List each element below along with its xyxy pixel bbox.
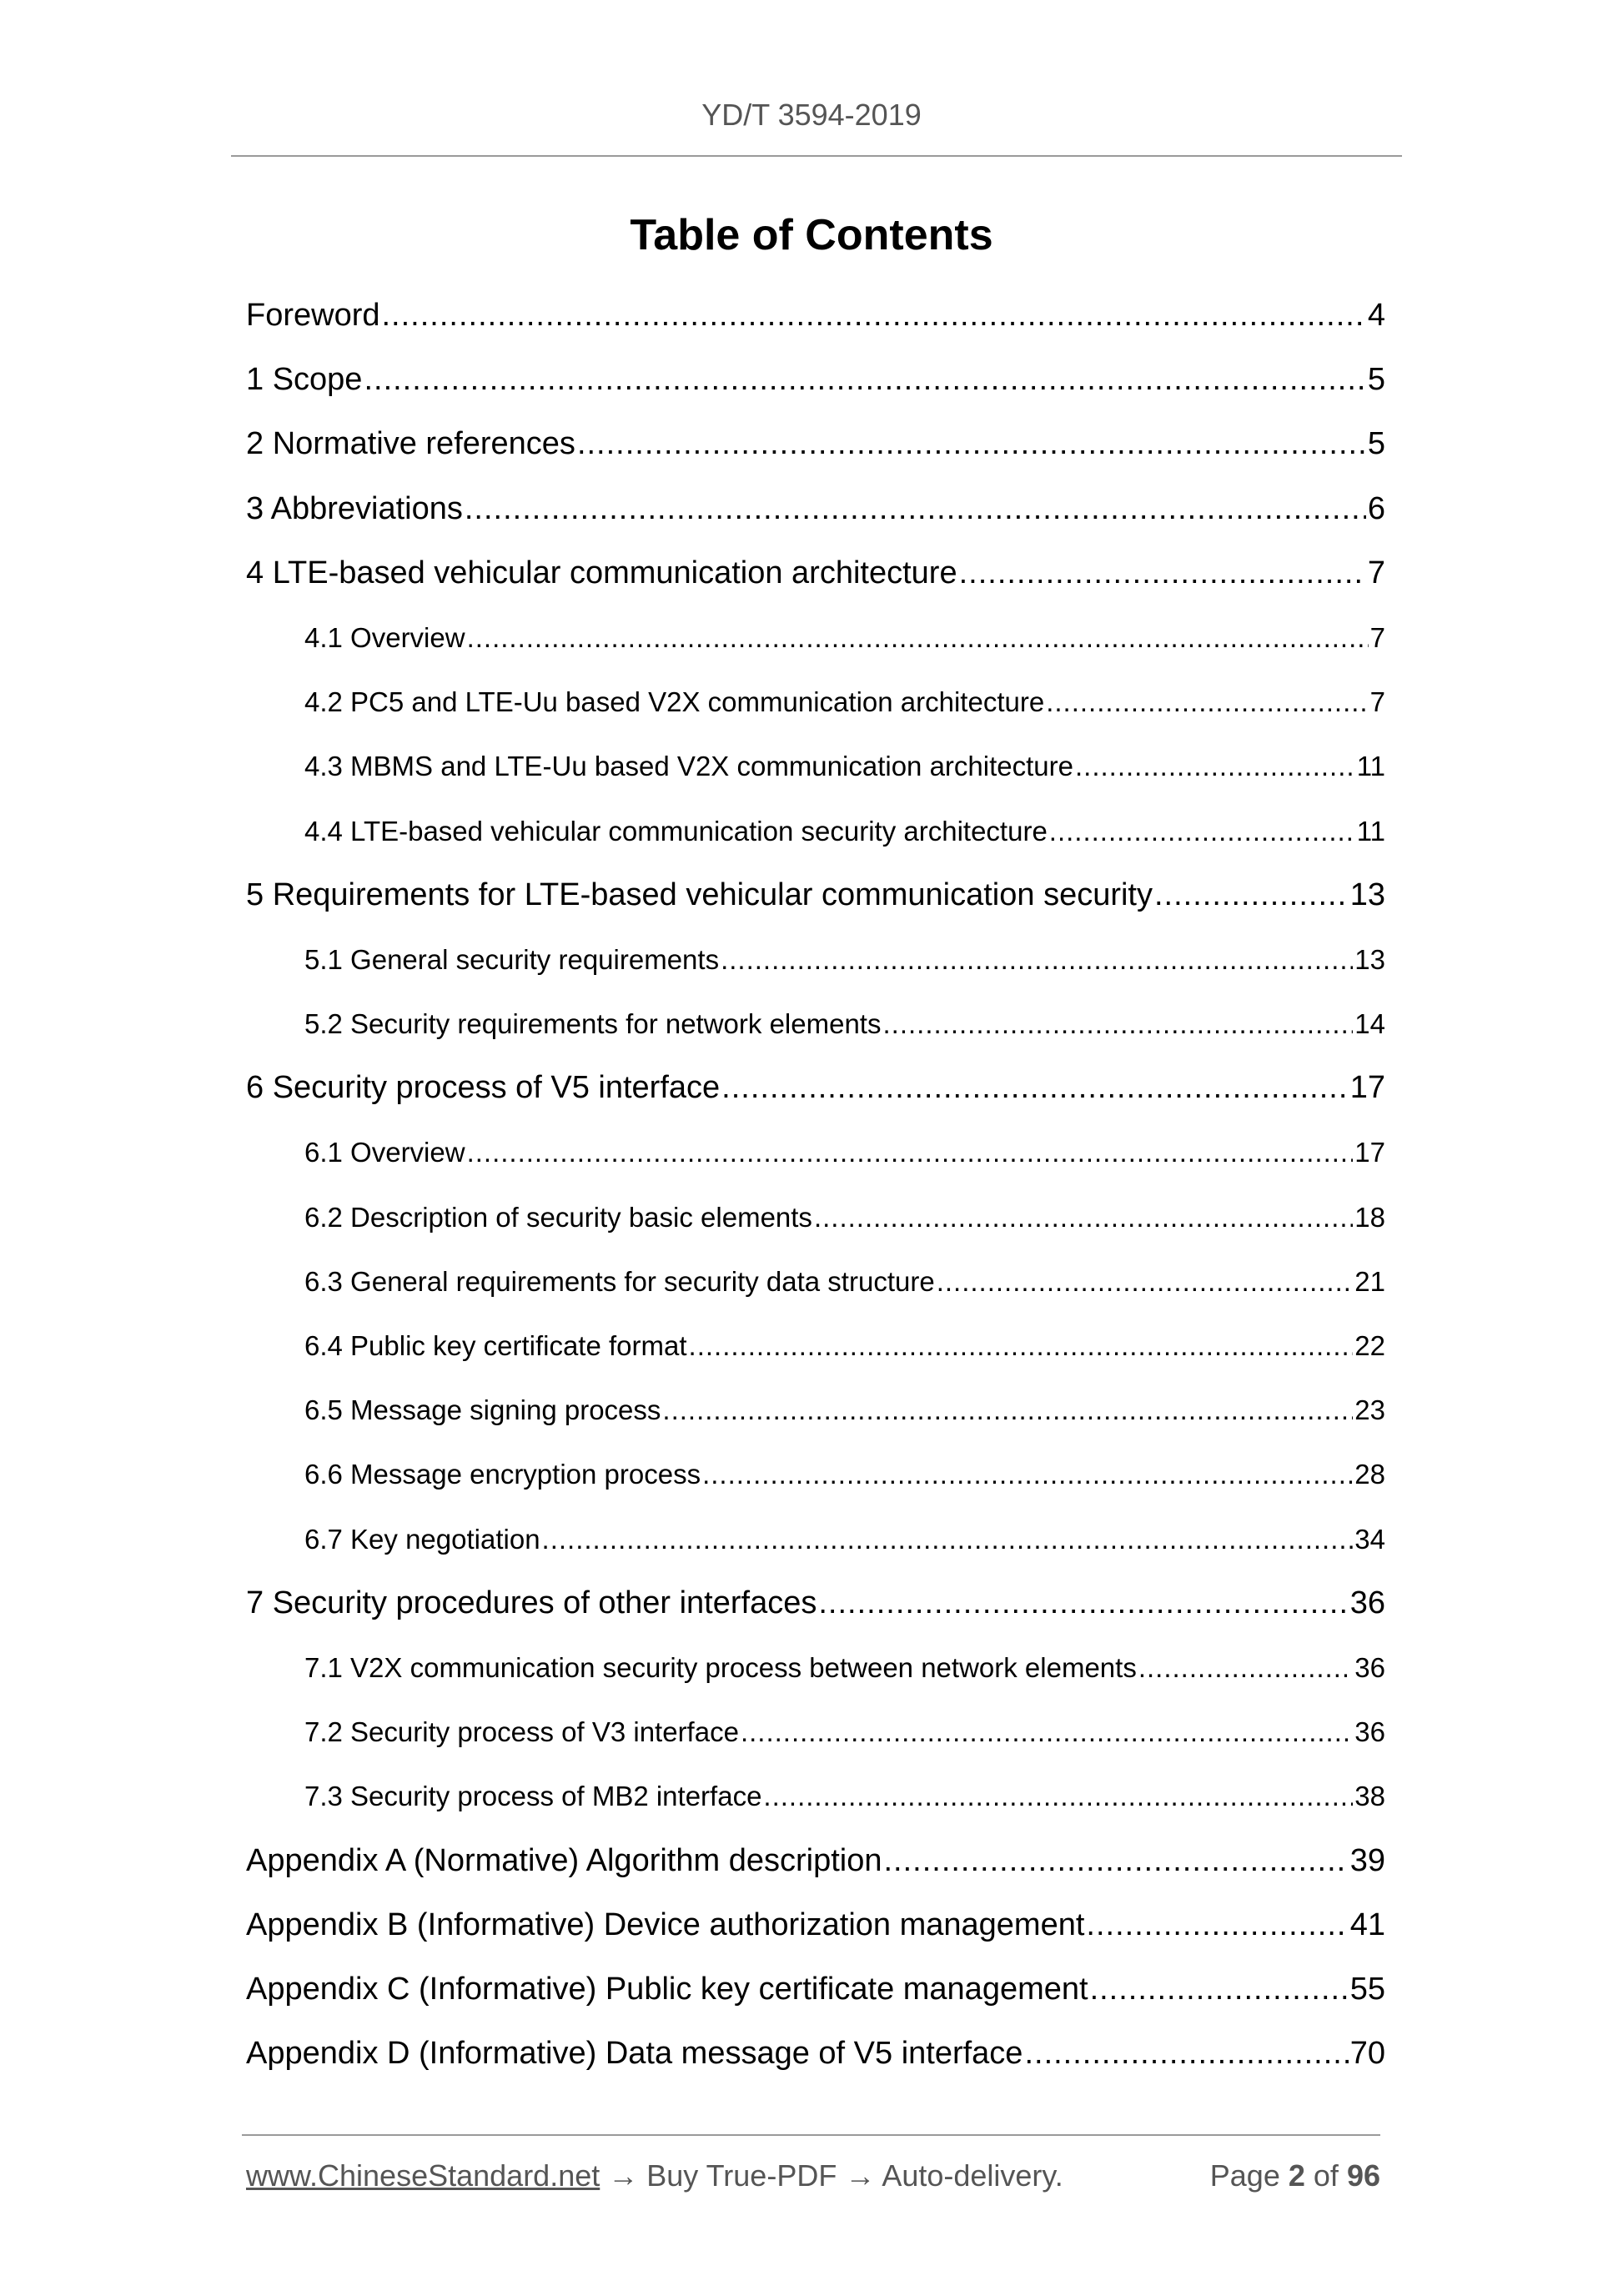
total-pages: 96 [1346, 2158, 1380, 2193]
toc-dot-leader [702, 1442, 1353, 1506]
toc-entry-title: 7.2 Security process of V3 interface [304, 1716, 739, 1748]
toc-entry-title: 6.4 Public key certificate format [304, 1330, 687, 1361]
toc-entry-page-number: 41 [1349, 1907, 1385, 1942]
toc-dot-leader [818, 1571, 1348, 1635]
toc-entry-page-number: 5 [1367, 426, 1385, 462]
toc-entry-page-number: 11 [1356, 815, 1385, 847]
toc-subsection-entry[interactable] [246, 1442, 1385, 1506]
toc-subsection-entry[interactable] [246, 734, 1385, 798]
page-title: Table of Contents [630, 211, 993, 259]
toc-subsection-entry[interactable] [246, 1700, 1385, 1764]
toc-entry-title: Appendix D (Informative) Data message of V5 interface [246, 2036, 1023, 2072]
toc-entry-title: 4 LTE-based vehicular communication architecture [246, 555, 957, 590]
toc-subsection-entry[interactable] [246, 670, 1385, 734]
header-divider [231, 155, 1402, 157]
toc-entry-page-number: 13 [1349, 877, 1385, 912]
toc-section-entry[interactable] [246, 863, 1385, 927]
toc-entry-title: 5.2 Security requirements for network elements [304, 1008, 882, 1040]
toc-dot-leader [1075, 734, 1355, 798]
toc-entry-page-number: 28 [1354, 1459, 1385, 1490]
toc-entry-title: Appendix A (Normative) Algorithm description [246, 1842, 882, 1878]
toc-entry-page-number: 70 [1349, 2036, 1385, 2072]
toc-entry-page-number: 17 [1354, 1137, 1385, 1168]
toc-entry-title: Appendix B (Informative) Device authorization management [246, 1907, 1085, 1942]
toc-subsection-entry[interactable] [246, 1185, 1385, 1249]
page-footer [246, 2155, 1380, 2197]
toc-entry-page-number: 21 [1354, 1265, 1385, 1297]
toc-entry-page-number: 14 [1354, 1008, 1385, 1040]
toc-subsection-entry[interactable] [246, 992, 1385, 1056]
toc-section-entry[interactable] [246, 2022, 1385, 2086]
toc-entry-page-number: 7 [1369, 686, 1385, 718]
of-word: of [1313, 2158, 1339, 2193]
toc-dot-leader [721, 927, 1353, 992]
toc-entry-page-number: 36 [1354, 1651, 1385, 1683]
toc-dot-leader [465, 477, 1366, 541]
website-link[interactable]: www.ChineseStandard.net [246, 2158, 600, 2193]
toc-section-entry[interactable] [246, 1893, 1385, 1957]
toc-entry-title: 5.1 General security requirements [304, 943, 720, 975]
toc-dot-leader [382, 284, 1366, 348]
toc-dot-leader [763, 1764, 1353, 1828]
toc-dot-leader [1024, 2022, 1348, 2086]
toc-entry-title: 1 Scope [246, 362, 363, 398]
toc-entry-page-number: 34 [1354, 1523, 1385, 1555]
toc-section-entry[interactable] [246, 1571, 1385, 1635]
toc-section-entry[interactable] [246, 1056, 1385, 1120]
toc-dot-leader [1046, 670, 1368, 734]
toc-dot-leader [364, 348, 1365, 412]
toc-subsection-entry[interactable] [246, 1314, 1385, 1378]
table-of-contents [246, 284, 1385, 2086]
toc-dot-leader [882, 992, 1353, 1056]
page-word: Page [1209, 2158, 1280, 2193]
toc-entry-title: Foreword [246, 298, 380, 333]
toc-subsection-entry[interactable] [246, 1249, 1385, 1314]
footer-promo-text: → Buy True-PDF → Auto-delivery. [600, 2158, 1063, 2193]
toc-entry-title: 2 Normative references [246, 426, 575, 462]
toc-dot-leader [1049, 799, 1355, 863]
toc-dot-leader [959, 541, 1366, 605]
toc-dot-leader [1138, 1635, 1353, 1700]
toc-dot-leader [814, 1185, 1353, 1249]
toc-dot-leader [741, 1700, 1353, 1764]
toc-entry-title: 6.7 Key negotiation [304, 1523, 540, 1555]
toc-dot-leader [883, 1829, 1348, 1893]
toc-subsection-entry[interactable] [246, 1378, 1385, 1442]
toc-subsection-entry[interactable] [246, 1764, 1385, 1828]
toc-entry-page-number: 13 [1354, 943, 1385, 975]
toc-entry-title: Appendix C (Informative) Public key certificate management [246, 1971, 1088, 2007]
toc-entry-title: 6.6 Message encryption process [304, 1459, 701, 1490]
toc-section-entry[interactable] [246, 541, 1385, 605]
toc-subsection-entry[interactable] [246, 1635, 1385, 1700]
toc-entry-page-number: 36 [1349, 1585, 1385, 1620]
toc-entry-title: 4.4 LTE-based vehicular communication security architecture [304, 815, 1048, 847]
toc-entry-title: 6.2 Description of security basic elements [304, 1201, 812, 1233]
toc-dot-leader [1154, 863, 1349, 927]
toc-entry-title: 4.2 PC5 and LTE-Uu based V2X communication architecture [304, 686, 1045, 718]
toc-entry-title: 7.3 Security process of MB2 interface [304, 1781, 762, 1812]
current-page: 2 [1288, 2158, 1305, 2193]
toc-entry-page-number: 39 [1349, 1842, 1385, 1878]
toc-entry-title: 7 Security procedures of other interfaces [246, 1585, 817, 1620]
toc-section-entry[interactable] [246, 412, 1385, 476]
toc-entry-page-number: 5 [1367, 362, 1385, 398]
toc-dot-leader [689, 1314, 1354, 1378]
toc-entry-title: 7.1 V2X communication security process between network elements [304, 1651, 1137, 1683]
toc-entry-page-number: 22 [1354, 1330, 1385, 1361]
toc-entry-page-number: 4 [1367, 298, 1385, 333]
toc-entry-page-number: 6 [1367, 490, 1385, 526]
toc-section-entry[interactable] [246, 348, 1385, 412]
toc-subsection-entry[interactable] [246, 605, 1385, 670]
toc-entry-page-number: 23 [1354, 1394, 1385, 1426]
toc-dot-leader [721, 1056, 1349, 1120]
footer-divider [242, 2134, 1380, 2136]
toc-dot-leader [467, 1120, 1354, 1184]
toc-subsection-entry[interactable] [246, 799, 1385, 863]
toc-entry-title: 4.3 MBMS and LTE-Uu based V2X communication architecture [304, 751, 1073, 782]
toc-entry-page-number: 55 [1349, 1971, 1385, 2007]
toc-entry-title: 4.1 Overview [304, 621, 465, 653]
toc-subsection-entry[interactable] [246, 927, 1385, 992]
toc-dot-leader [937, 1249, 1354, 1314]
toc-subsection-entry[interactable] [246, 1507, 1385, 1571]
toc-section-entry[interactable] [246, 1957, 1385, 2022]
toc-subsection-entry[interactable] [246, 1120, 1385, 1184]
toc-entry-page-number: 11 [1356, 751, 1385, 782]
document-code: YD/T 3594-2019 [701, 98, 922, 132]
toc-dot-leader [1090, 1957, 1349, 2022]
toc-section-entry[interactable] [246, 477, 1385, 541]
toc-entry-title: 6.1 Overview [304, 1137, 465, 1168]
toc-dot-leader [542, 1507, 1354, 1571]
toc-entry-title: 5 Requirements for LTE-based vehicular communication security [246, 877, 1153, 912]
toc-dot-leader [662, 1378, 1353, 1442]
footer-promo [246, 2155, 1063, 2197]
toc-dot-leader [1086, 1893, 1348, 1957]
page-number [1210, 2155, 1380, 2197]
toc-dot-leader [467, 605, 1369, 670]
toc-entry-page-number: 17 [1349, 1070, 1385, 1106]
toc-entry-title: 3 Abbreviations [246, 490, 463, 526]
toc-section-entry[interactable] [246, 1829, 1385, 1893]
toc-entry-page-number: 38 [1354, 1781, 1385, 1812]
toc-entry-page-number: 36 [1354, 1716, 1385, 1748]
toc-entry-title: 6.5 Message signing process [304, 1394, 661, 1426]
toc-section-entry[interactable] [246, 284, 1385, 348]
toc-entry-page-number: 18 [1354, 1201, 1385, 1233]
toc-entry-page-number: 7 [1369, 621, 1385, 653]
toc-dot-leader [577, 412, 1366, 476]
toc-entry-page-number: 7 [1367, 555, 1385, 590]
toc-entry-title: 6 Security process of V5 interface [246, 1070, 721, 1106]
toc-entry-title: 6.3 General requirements for security data structure [304, 1265, 935, 1297]
